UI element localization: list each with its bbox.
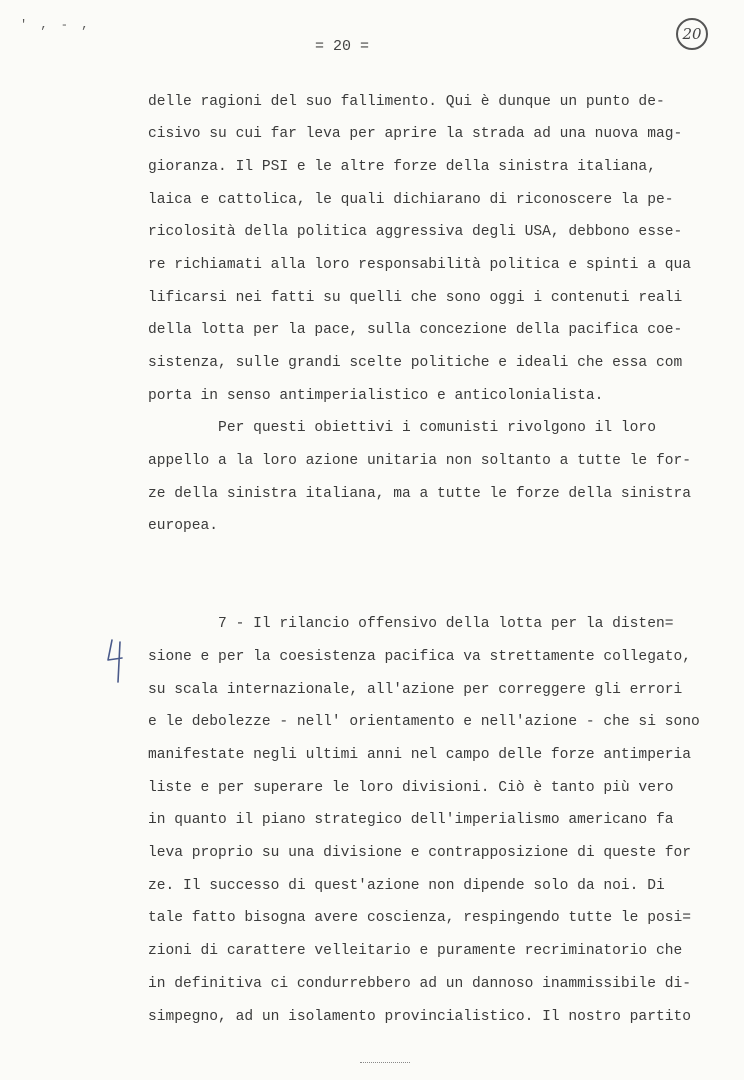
- text-line: re richiamati alla loro responsabilità politica e spinti a qua: [148, 257, 691, 273]
- text-line: in quanto il piano strategico dell'imperialismo americano fa: [148, 812, 674, 828]
- text-line: gioranza. Il PSI e le altre forze della sinistra italiana,: [148, 159, 656, 175]
- text-line: lificarsi nei fatti su quelli che sono oggi i contenuti reali: [148, 290, 683, 306]
- text-line: ricolosità della politica aggressiva degli USA, debbono esse-: [148, 224, 683, 240]
- text-line: cisivo su cui far leva per aprire la strada ad una nuova mag-: [148, 126, 683, 142]
- bottom-dash: [360, 1062, 410, 1063]
- text-line: ze. Il successo di quest'azione non dipende solo da noi. Di: [148, 878, 665, 894]
- page-number: = 20 =: [314, 38, 369, 55]
- text-line: zioni di carattere velleitario e puramente recriminatorio che: [148, 943, 683, 959]
- stamp-number: 20: [682, 25, 702, 43]
- text-line: laica e cattolica, le quali dichiarano di riconoscere la pe-: [148, 192, 674, 208]
- corner-marks: ' , - ,: [20, 18, 92, 32]
- text-line: ze della sinistra italiana, ma a tutte le forze della sinistra: [148, 486, 691, 502]
- text-line: manifestate negli ultimi anni nel campo delle forze antimperia: [148, 747, 691, 763]
- text-line: su scala internazionale, all'azione per correggere gli errori: [148, 682, 683, 698]
- text-line: della lotta per la pace, sulla concezione della pacifica coe-: [148, 322, 683, 338]
- text-line: tale fatto bisogna avere coscienza, respingendo tutte le posi=: [148, 910, 691, 926]
- text-line: europea.: [148, 518, 219, 534]
- text-line: sione e per la coesistenza pacifica va strettamente collegato,: [148, 649, 691, 665]
- text-line: in definitiva ci condurrebbero ad un dannoso inammissibile di-: [148, 976, 691, 992]
- text-line: delle ragioni del suo fallimento. Qui è dunque un punto de-: [148, 94, 665, 110]
- text-line: sistenza, sulle grandi scelte politiche e ideali che essa com: [148, 355, 683, 371]
- text-line: e le debolezze - nell' orientamento e nell'azione - che si sono: [148, 714, 700, 730]
- text-line: Per questi obiettivi i comunisti rivolgono il loro: [148, 420, 656, 436]
- margin-annotation-mark: [104, 636, 130, 686]
- text-line: simpegno, ad un isolamento provincialistico. Il nostro partito: [148, 1009, 691, 1025]
- text-line: porta in senso antimperialistico e anticolonialista.: [148, 388, 604, 404]
- text-line: 7 - Il rilancio offensivo della lotta per la disten=: [148, 616, 674, 632]
- page-stamp: [676, 18, 708, 50]
- text-line: appello a la loro azione unitaria non soltanto a tutte le for-: [148, 453, 691, 469]
- text-line: leva proprio su una divisione e contrapposizione di queste for: [148, 845, 691, 861]
- text-line: liste e per superare le loro divisioni. Ciò è tanto più vero: [148, 780, 674, 796]
